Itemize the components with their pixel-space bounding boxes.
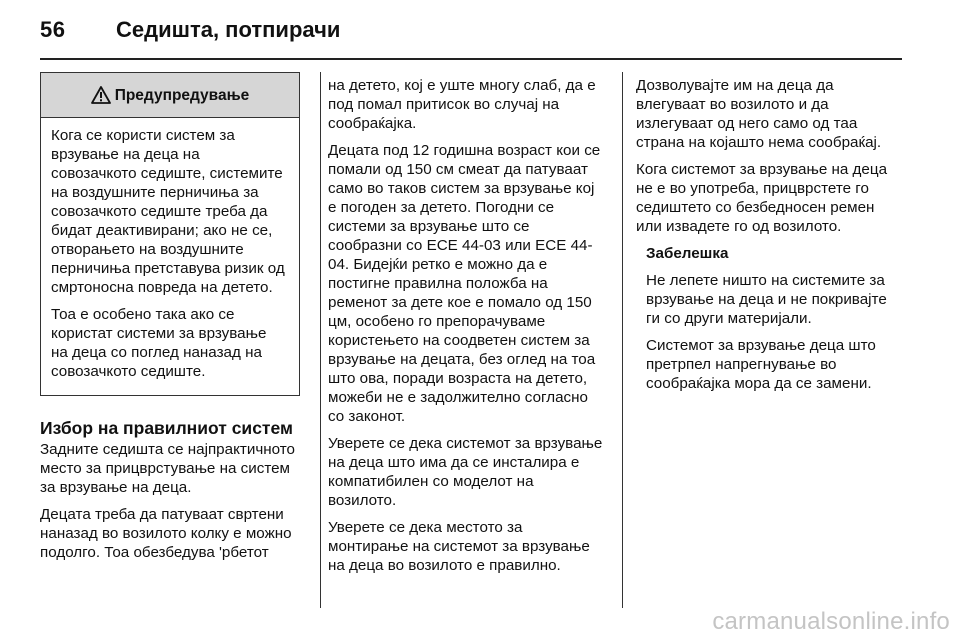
column-divider-left <box>320 72 321 608</box>
watermark: carmanualsonline.info <box>712 608 950 635</box>
body-paragraph: Дозволувајте им на деца да влегуваат во возилото и да излегуваат од него само од таа страна на којашто нема сообраќај. <box>636 77 882 151</box>
column-2 <box>328 76 604 583</box>
warning-triangle-icon <box>91 86 111 104</box>
body-paragraph: Кога системот за врзување на деца не е во употреба, прицврстете го седиштето со безбедносен ремен или извадете го од возилото. <box>636 161 888 235</box>
column-divider-right <box>622 72 623 608</box>
warning-header <box>41 73 299 118</box>
body-paragraph: Уверете се дека местото за монтирање на системот за врзување на деца во возилото е правилно. <box>328 519 590 574</box>
warning-paragraph: Кога се користи систем за врзување на деца на совозачкото седиште, системите на воздушните перничиња за совозачкото седиште треба да бидат деактивирани; ако не се, отворањето на воздушните перничиња претставува ризик од смртоносна повреда на детето. <box>51 127 285 296</box>
body-paragraph: на детето, кој е уште многу слаб, да е под помал притисок во случај на сообраќајка. <box>328 77 596 132</box>
section-heading: Избор на правилниот систем <box>40 418 293 438</box>
body-paragraph: Децата под 12 годишна возраст кои се помали од 150 см смеат да патуваат само во таков систем за врзување кој е погоден за детето. Погодни се системи за врзување што се сообразни со ECE 44-03 или ECE 44-04. Бидејќи ретко е можно да е постигне правилна положба на ременот за дете кое е помало од 150 цм, особено го препорачуваме користењето на соодветен систем за врзување на децата, без оглед на тоа што ова, поради возраста на детето, можеби не е задолжително согласно со законот. <box>328 142 601 425</box>
warning-title: Предупредување <box>114 86 250 104</box>
page-number: 56 <box>40 17 66 42</box>
warning-body <box>41 118 299 395</box>
warning-box <box>40 72 300 396</box>
note-heading: Забелешка <box>646 245 729 262</box>
note-block <box>646 244 904 393</box>
body-paragraph: Уверете се дека системот за врзување на деца што има да се инсталира е компатибилен со моделот на возилото. <box>328 435 603 509</box>
note-paragraph: Системот за врзување деца што претрпел напрегнување во сообраќајка мора да се замени. <box>646 337 876 392</box>
body-paragraph: Децата треба да патуваат свртени наназад во возилото колку е можно подолго. Тоа обезбедува 'рбетот <box>40 506 292 561</box>
column-1 <box>40 72 302 570</box>
note-paragraph: Не лепете ништо на системите за врзување на деца и не покривајте ги со други материјали. <box>646 272 887 327</box>
body-paragraph: Задните седишта се најпрактичното место за прицврстување на систем за врзување на деца. <box>40 441 295 496</box>
header-divider <box>40 58 902 60</box>
column-3 <box>636 76 904 401</box>
page-title: Седишта, потпирачи <box>116 17 341 42</box>
warning-paragraph: Тоа е особено така ако се користат системи за врзување на деца со поглед наназад на совозачкото седиште. <box>51 306 267 380</box>
